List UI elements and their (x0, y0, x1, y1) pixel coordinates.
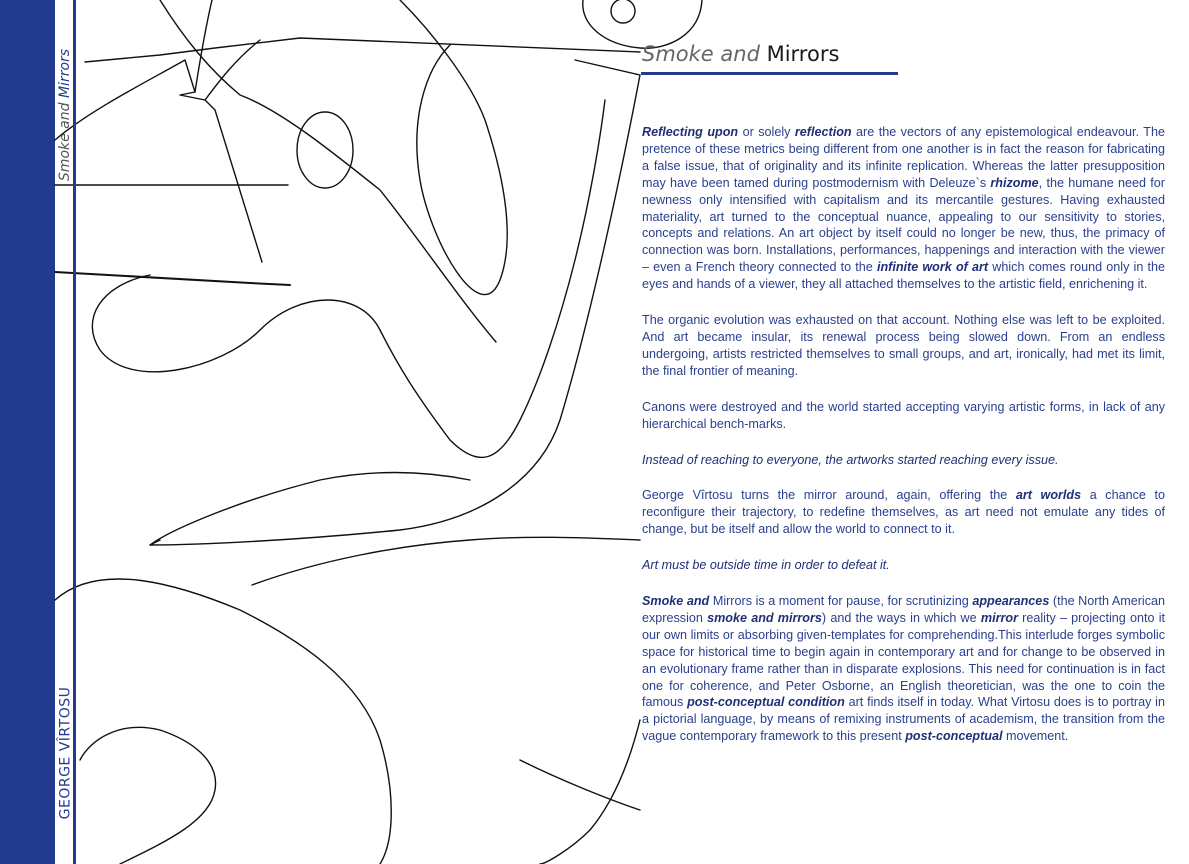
paragraph-6-quote: Art must be outside time in order to defeat it. (642, 558, 890, 573)
emphasis: post-conceptual condition (687, 695, 845, 710)
title-underline (641, 72, 898, 75)
emphasis: art worlds (1015, 488, 1082, 503)
page-title-part1: Smoke and (642, 42, 760, 66)
paragraph-2: The organic evolution was exhausted on that account. Nothing else was left to be exploited. And art became insular, its renewal process being slowed down. From an endless undergoing, artists restricted themselves to small groups, and art, ironically, had met its limit, the final frontier of meaning. (642, 313, 1165, 378)
paragraph-4-quote: Instead of reaching to everyone, the artworks started reaching every issue. (642, 452, 1059, 467)
paragraph-7 (642, 593, 1165, 745)
text-run: or solely (738, 125, 795, 139)
page-title (642, 42, 839, 66)
text-run: George Vîrtosu turns the mirror around, again, offering the (642, 488, 1016, 503)
text-run: a chance to reconfigure their trajectory, to redefine themselves, as art need not emulate any tides of change, but be itself and allow the world to connect to it. (642, 488, 1165, 537)
text-run: Mirrors is a moment for pause, for scrutinizing (709, 594, 973, 609)
emphasis: rhizome (990, 175, 1039, 190)
emphasis: mirror (980, 610, 1018, 625)
emphasis: Reflecting upon (642, 125, 739, 139)
paragraph-5 (642, 487, 1165, 538)
spine-title (57, 40, 73, 190)
emphasis: appearances (972, 594, 1050, 609)
emphasis: smoke and mirrors (707, 610, 822, 625)
text-run: are the vectors of any epistemological endeavour. The pretence of these metrics being different from one another is in fact the reason for fabricating a false issue, that of originality and its infinite replication. Whereas the latter presupposition may have been tamed during postmodernism with Deleuze`s (642, 125, 1165, 190)
spine-artist-label: GEORGE VÎRTOSU (57, 686, 73, 819)
paragraph-3: Canons were destroyed and the world started accepting varying artistic forms, in lack of any hierarchical bench-marks. (642, 399, 1165, 431)
text-run: ) and the ways in which we (821, 610, 981, 625)
text-run: reality – projecting onto it our own limits or absorbing given-templates for comprehending.This interlude forges symbolic space for historical time to begin again in contemporary art and for change to be observed in an evolutionary frame rather than in disparate explosions. This need for continuation is in fact one for coherence, and Peter Osborne, an English theoretician, was the one to coin the famous (642, 610, 1166, 710)
essay-body (642, 124, 1165, 764)
emphasis: reflection (794, 125, 852, 139)
emphasis: infinite work of art (876, 260, 989, 275)
emphasis: post-conceptual (905, 729, 1003, 744)
text-run: art finds itself in today. What Virtosu does is to portray in a pictorial language, by means of remixing instruments of academism, the transition from the vague contemporary framework to this present (642, 695, 1165, 744)
spine-title-part2: Mirrors (57, 48, 74, 99)
paragraph-1 (642, 124, 1165, 293)
text-run: (the North American expression (642, 594, 1166, 625)
text-run: , the humane need for newness only intensified with capitalism and its mercantile gestures. Having exhausted materiality, art turned to the conceptual nuance, appealing to our sensitivity to stories, concepts and relations. An art object by itself could no longer be new, thus, the primacy of connection was born. Installations, performances, happenings and interaction with the viewer – even a French theory connected to the (642, 175, 1165, 275)
text-run: movement. (1002, 729, 1069, 744)
spine-title-part1: Smoke and (57, 102, 74, 182)
spine-divider-line (73, 0, 76, 864)
emphasis: Smoke and (642, 594, 710, 609)
text-run: which comes round only in the eyes and hands of a viewer, they all attached themselves to the artistic field, enrichening it. (642, 260, 1166, 292)
page-title-part2: Mirrors (766, 42, 840, 66)
spine-artist-name (57, 680, 73, 825)
